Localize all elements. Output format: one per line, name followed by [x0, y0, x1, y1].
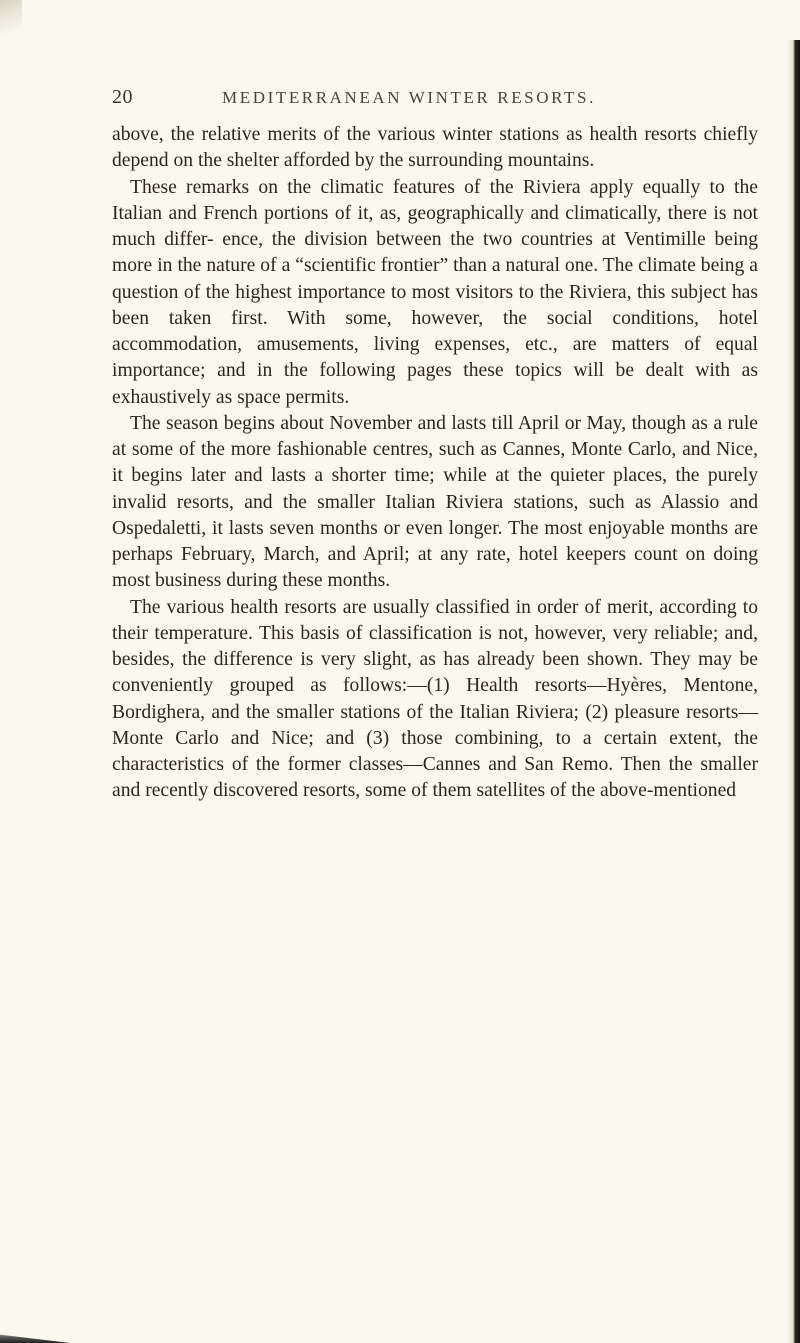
paragraph: The various health resorts are usually classified in order of merit, according to their temperature. This basis of classification is not, however, very reliable; and, besides, the difference is very slight, as has already been shown. They may be conveniently grouped as follows:—(1) Health resorts—Hyères, Mentone, Bordighera, and the smaller stations of the Italian Riviera; (2) pleasure resorts—Monte Carlo and Nice; and (3) those combining, to a certain extent, the characteristics of the former classes—Cannes and San Remo. Then the smaller and recently discovered resorts, some of them satellites of the above-mentioned [112, 596, 758, 802]
paragraph: The season begins about November and lasts till April or May, though as a rule at some of the more fashionable centres, such as Cannes, Monte Carlo, and Nice, it begins later and lasts a shorter time; while at the quieter places, the purely invalid resorts, and the smaller Italian Riviera stations, such as Alassio and Ospedaletti, it lasts seven months or even longer. The most enjoyable months are perhaps February, March, and April; at any rate, hotel keepers count on doing most business during these months. [112, 412, 758, 592]
page-edge-shadow [786, 40, 800, 1343]
body-text [112, 122, 758, 805]
page-number: 20 [112, 86, 133, 108]
page-corner-shadow [0, 0, 22, 40]
running-title: MEDITERRANEAN WINTER RESORTS. [222, 88, 596, 107]
page-bottom-shadow [0, 1329, 70, 1343]
paragraph: These remarks on the climatic features of the Riviera apply equally to the Italian and French portions of it, as, geographically and climatically, there is not much differ- ence, the division between the two countries at Ventimille being more in the nature of a “scientific frontier” than a natural one. The climate being a question of the highest importance to most visitors to the Riviera, this subject has been taken first. With some, however, the social conditions, hotel accommodation, amusements, living expenses, etc., are matters of equal importance; and in the following pages these topics will be dealt with as exhaustively as space permits. [112, 176, 758, 408]
paragraph: above, the relative merits of the various winter stations as health resorts chiefly depend on the shelter afforded by the surrounding mountains. [112, 124, 758, 172]
running-header [112, 86, 752, 116]
